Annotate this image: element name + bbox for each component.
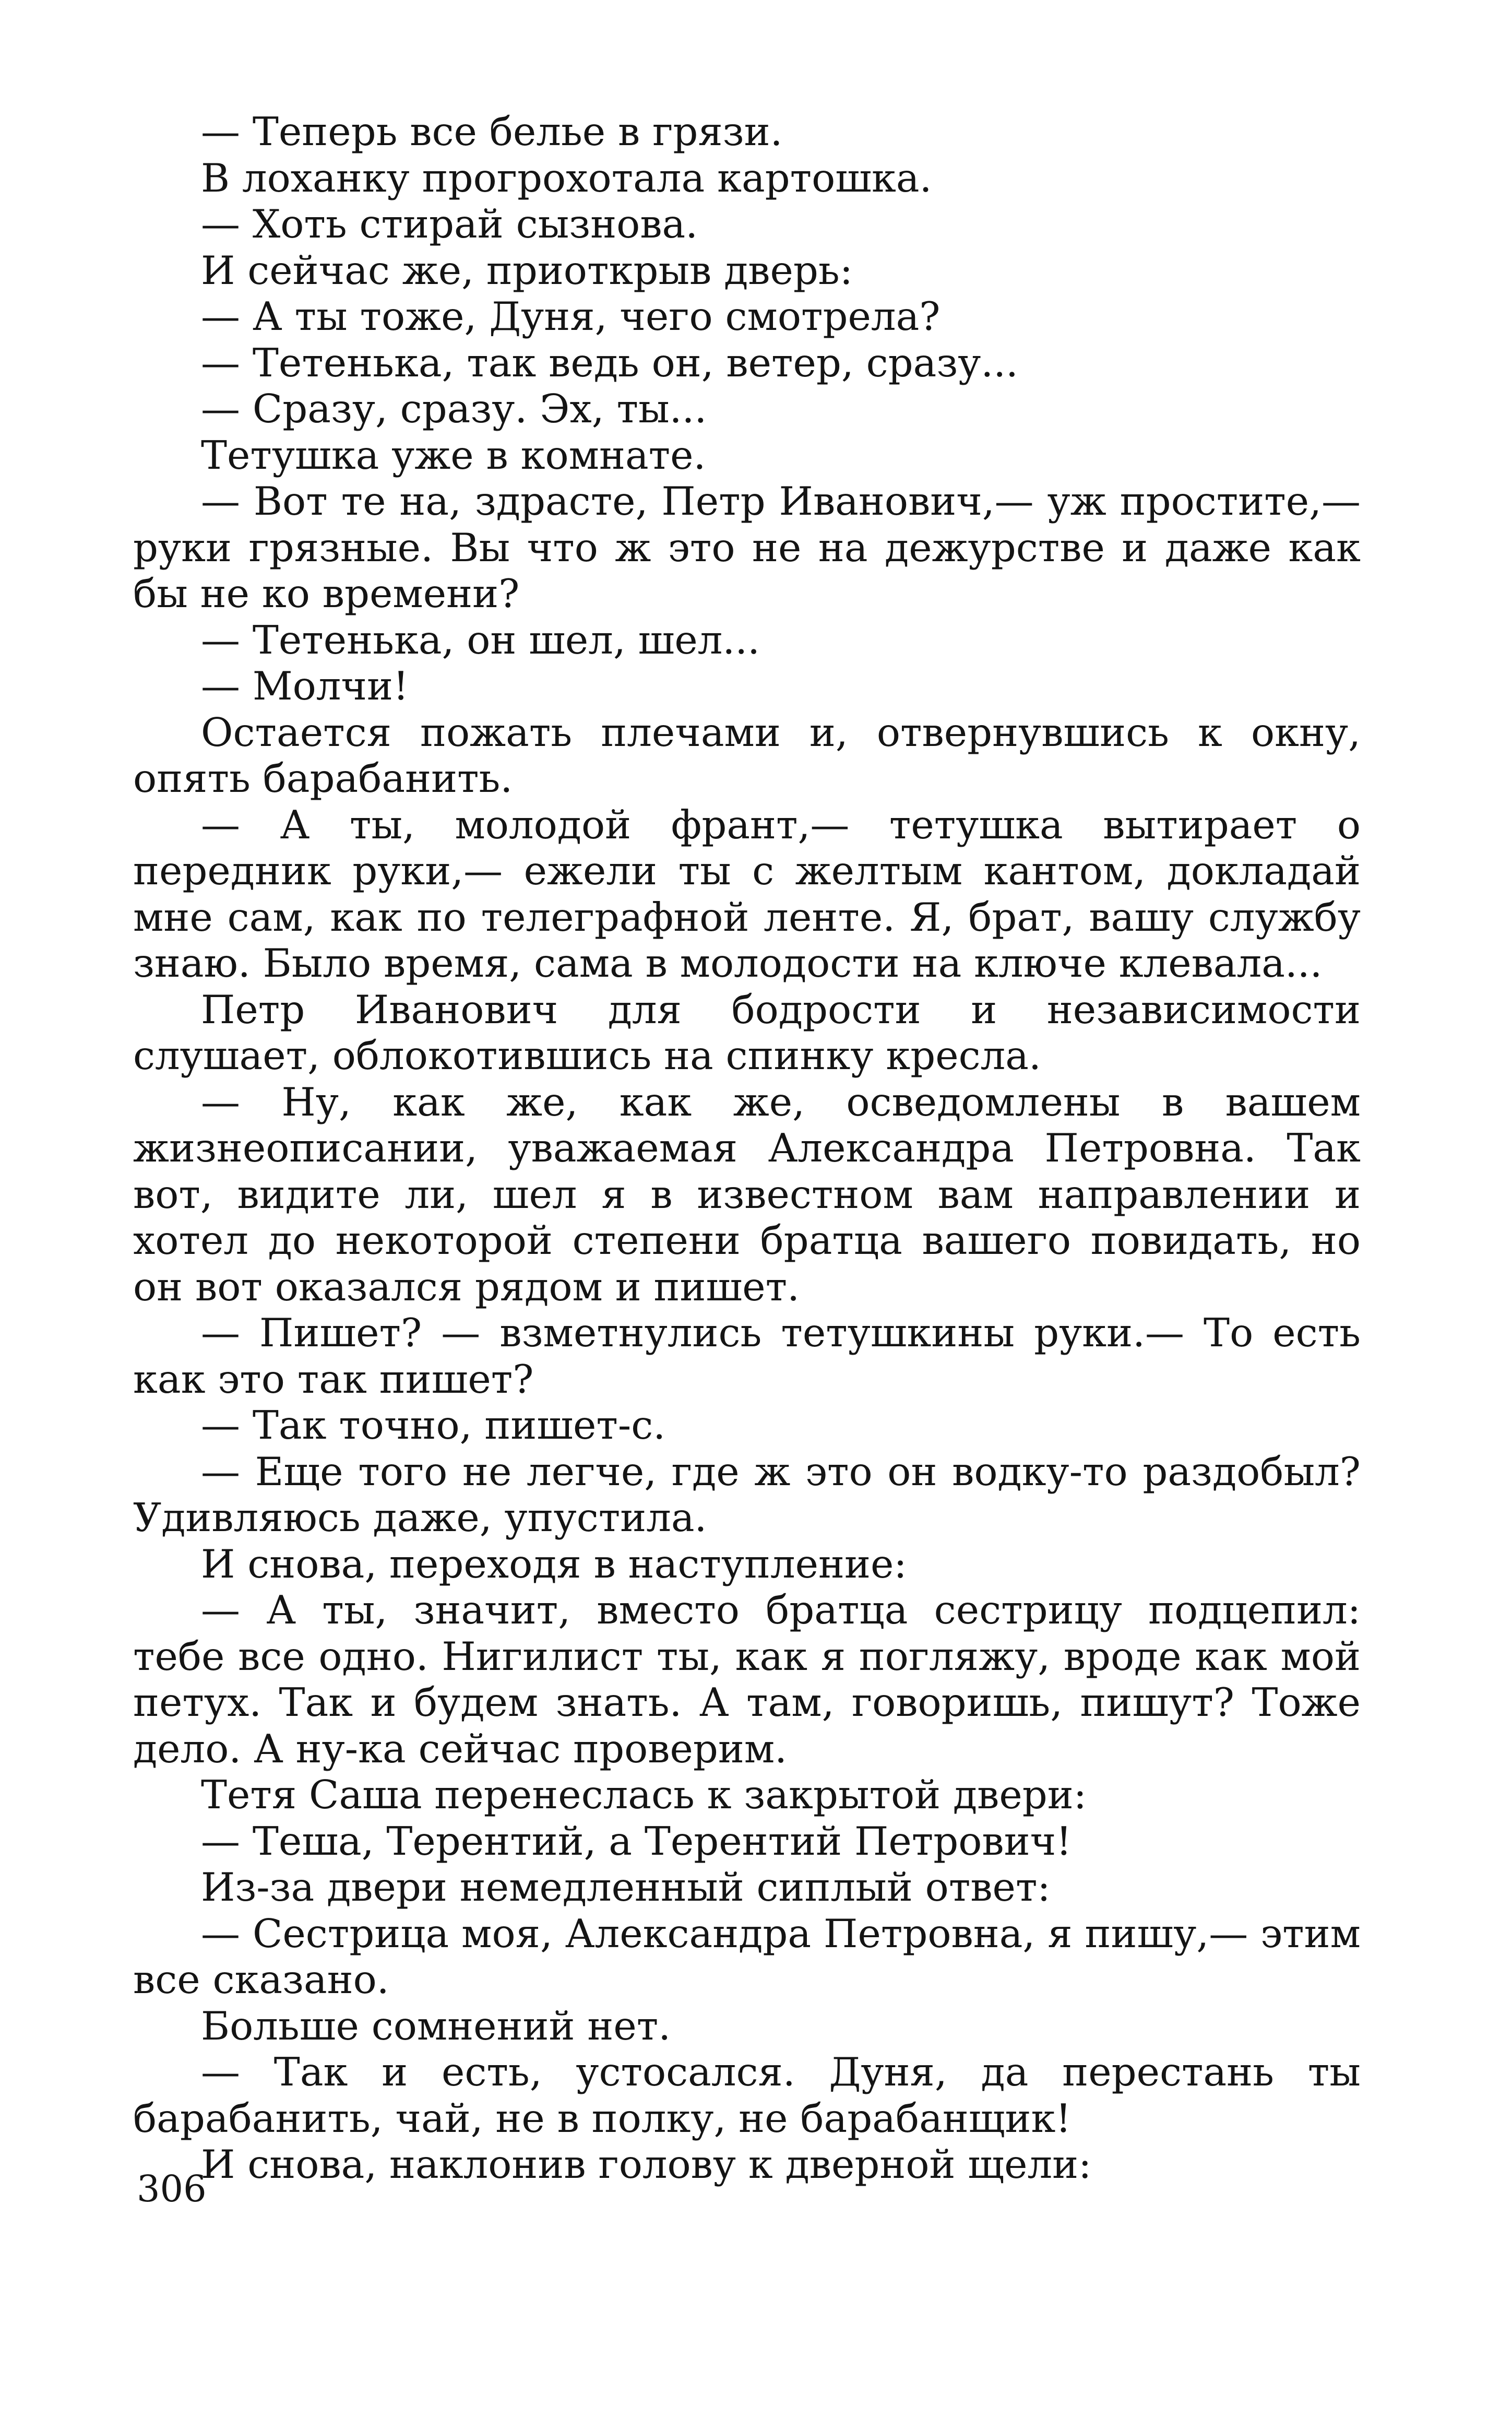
paragraph: — Хоть стирай сызнова.: [201, 201, 698, 247]
body-text: [133, 109, 1361, 2188]
paragraph: — Так и есть, устосался. Дуня, да перестань ты барабанить, чай, не в полку, не барабанщик!: [133, 2049, 1361, 2141]
paragraph: — Сестрица моя, Александра Петровна, я пишу,— этим все сказано.: [133, 1910, 1361, 2002]
paragraph: — Тетенька, он шел, шел...: [201, 617, 760, 663]
paragraph: И снова, переходя в наступление:: [201, 1540, 907, 1587]
paragraph: — Пишет? — взметнулись тетушкины руки.— То есть как это так пишет?: [133, 1310, 1361, 1402]
paragraph: — Молчи!: [201, 663, 409, 709]
paragraph: — А ты, молодой франт,— тетушка вытирает о передник руки,— ежели ты с желтым кантом, докладай мне сам, как по телеграфной ленте. Я, брат, вашу службу знаю. Было время, сама в молодости на ключе клевала...: [133, 801, 1361, 986]
paragraph: Тетя Саша перенеслась к закрытой двери:: [201, 1772, 1087, 1818]
paragraph: — Вот те на, здрасте, Петр Иванович,— уж простите,— руки грязные. Вы что ж это не на дежурстве и даже как бы не ко времени?: [133, 478, 1361, 617]
paragraph: Тетушка уже в комнате.: [201, 432, 706, 478]
paragraph: Остается пожать плечами и, отвернувшись к окну, опять барабанить.: [133, 709, 1361, 801]
paragraph: — А ты тоже, Дуня, чего смотрела?: [201, 293, 940, 339]
paragraph: — Ну, как же, как же, осведомлены в вашем жизнеописании, уважаемая Александра Петровна. Так вот, видите ли, шел я в известном вам направлении и хотел до некоторой степени братца вашего повидать, но он вот оказался рядом и пишет.: [133, 1078, 1361, 1310]
paragraph: — Теша, Терентий, а Терентий Петрович!: [201, 1818, 1072, 1864]
paragraph: — Так точно, пишет-с.: [201, 1402, 666, 1448]
paragraph: В лоханку прогрохотала картошка.: [201, 155, 932, 201]
page-number: 306: [137, 2167, 207, 2210]
paragraph: — Сразу, сразу. Эх, ты...: [201, 386, 707, 432]
paragraph: — Теперь все белье в грязи.: [201, 109, 783, 155]
paragraph: — Еще того не легче, где ж это он водку-то раздобыл? Удивляюсь даже, упустила.: [133, 1448, 1361, 1540]
paragraph: Из-за двери немедленный сиплый ответ:: [201, 1864, 1051, 1910]
paragraph: — Тетенька, так ведь он, ветер, сразу...: [201, 339, 1018, 386]
paragraph: И сейчас же, приоткрыв дверь:: [201, 247, 853, 293]
paragraph: Петр Иванович для бодрости и независимости слушает, облокотившись на спинку кресла.: [133, 986, 1361, 1078]
paragraph: Больше сомнений нет.: [201, 2002, 671, 2049]
paragraph: — А ты, значит, вместо братца сестрицу подцепил: тебе все одно. Нигилист ты, как я погляжу, вроде как мой петух. Так и будем знать. А там, говоришь, пишут? Тоже дело. А ну-ка сейчас проверим.: [133, 1587, 1361, 1772]
paragraph: И снова, наклонив голову к дверной щели:: [201, 2141, 1092, 2187]
